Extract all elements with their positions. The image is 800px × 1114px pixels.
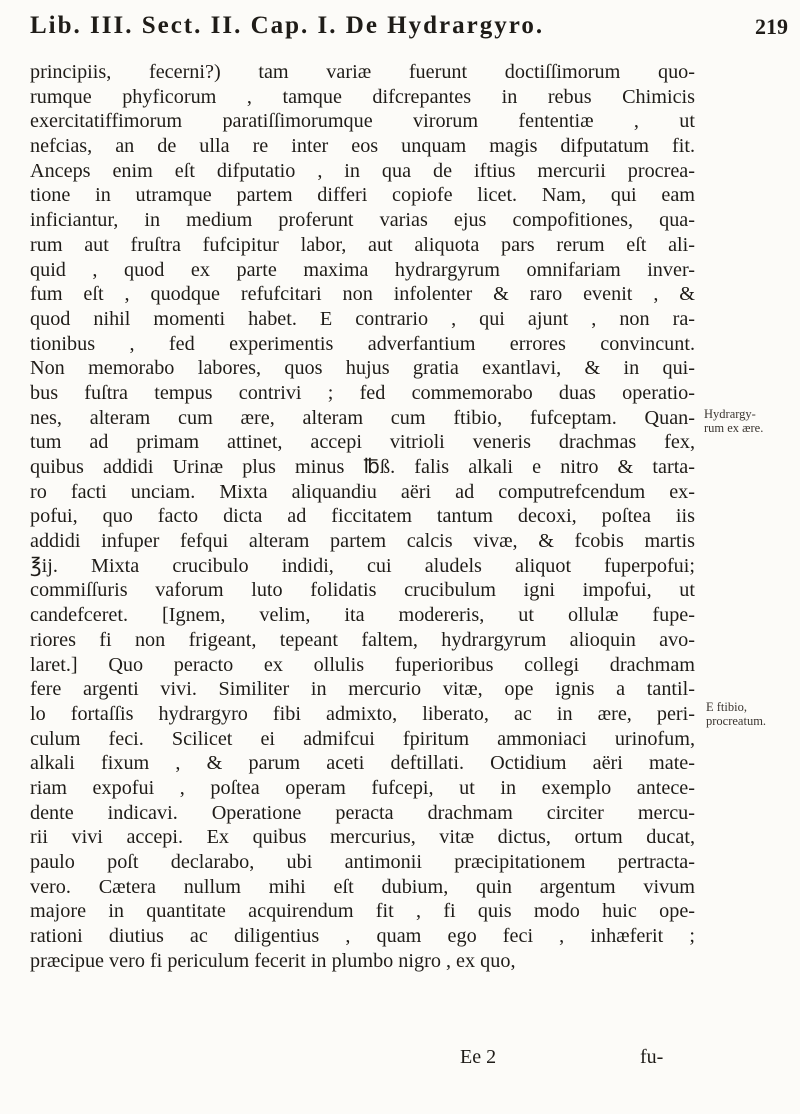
text-line: ro facti unciam. Mixta aliquandiu aëri ad computrefcendum ex- <box>30 480 695 503</box>
text-line: addidi infuper fefqui alteram partem calcis vivæ, & fcobis martis <box>30 530 695 553</box>
text-line: Non memorabo labores, quos hujus gratia exantlavi, & in qui- <box>30 357 695 380</box>
text-line: riam expofui , poſtea operam fufcepi, ut in exemplo antece- <box>30 776 695 799</box>
margin-note-line: rum ex ære. <box>704 421 764 435</box>
text-line: culum feci. Scilicet ei admifcui fpiritum ammoniaci urinofum, <box>30 727 695 750</box>
text-line: fum eſt , quodque refufcitari non infolenter & raro evenit , & <box>30 283 695 306</box>
running-head <box>30 12 800 52</box>
text-line: rationi diutius ac diligentius , quam ego feci , inhæferit ; <box>30 925 695 948</box>
text-line: pofui, quo facto dicta ad ficcitatem tantum decoxi, poſtea iis <box>30 505 695 528</box>
text-line: commiſſuris vaforum luto folidatis crucibulum igni impofui, ut <box>30 579 695 602</box>
text-line: tionibus , fed experimentis adverfantium errores convincunt. <box>30 332 695 355</box>
running-head-title: Lib. III. Sect. II. Cap. I. De Hydrargyro. <box>30 12 545 39</box>
text-line: riores fi non frigeant, tepeant faltem, hydrargyrum alioquin avo- <box>30 628 695 651</box>
text-line: alkali fixum , & parum aceti deftillati. Octidium aëri mate- <box>30 752 695 775</box>
text-line: laret.] Quo peracto ex ollulis fuperioribus collegi drachmam <box>30 653 695 676</box>
text-line: paulo poſt declarabo, ubi antimonii præcipitationem pertracta- <box>30 851 695 873</box>
text-line: vero. Cætera nullum mihi eſt dubium, quin argentum vivum <box>30 875 695 898</box>
text-line: dente indicavi. Operatione peracta drachmam circiter mercu- <box>30 801 695 824</box>
signature-mark: Ee 2 <box>460 1046 497 1068</box>
text-line: exercitatiffimorum paratiſſimorumque virorum fententiæ , ut <box>30 110 695 133</box>
text-line: Anceps enim eſt difputatio , in qua de iftius mercurii procrea- <box>30 159 695 182</box>
text-line: nefcias, an de ulla re inter eos unquam magis difputatum fit. <box>30 135 695 158</box>
catchword: fu- <box>640 1046 664 1068</box>
text-line: fere argenti vivi. Similiter in mercurio vitæ, ope ignis a tantil- <box>30 678 695 701</box>
text-line: ℥ij. Mixta crucibulo indidi, cui aludels aliquot fuperpofui; <box>30 554 695 577</box>
text-line: nes, alteram cum ære, alteram cum ftibio, fufceptam. Quan- <box>30 406 695 429</box>
text-line: candefceret. [Ignem, velim, ita modereris, ut ollulæ fupe- <box>30 604 695 627</box>
margin-note-hydrargyrum-ex-aere <box>704 407 763 435</box>
page-number: 219 <box>755 14 788 39</box>
text-line: rum aut fruſtra fufcipitur labor, aut aliquota pars rerum eſt ali- <box>30 233 695 256</box>
margin-note-line: Hydrargy- <box>704 407 756 421</box>
text-line: tum ad primam attinet, accepi vitrioli veneris drachmas fex, <box>30 431 695 454</box>
text-line: quod nihil momenti habet. E contrario , qui ajunt , non ra- <box>30 307 695 330</box>
text-line: tione in utramque partem differi copiofe licet. Nam, qui eam <box>30 184 695 207</box>
body-text <box>30 60 695 973</box>
text-line: præcipue vero fi periculum fecerit in plumbo nigro , ex quo, <box>30 949 516 972</box>
text-line: rii vivi accepi. Ex quibus mercurius, vitæ dictus, ortum ducat, <box>30 826 695 849</box>
text-line: quibus addidi Urinæ plus minus ℔ß. falis alkali e nitro & tarta- <box>30 456 695 478</box>
text-line: principiis, fecerni?) tam variæ fuerunt doctiſſimorum quo- <box>30 61 695 83</box>
text-line: inficiantur, in medium proferunt varias ejus compofitiones, qua- <box>30 209 695 232</box>
text-line: lo fortaſſis hydrargyro fibi admixto, liberato, ac in ære, peri- <box>30 702 695 725</box>
margin-note-line: procreatum. <box>706 714 767 728</box>
text-line: majore in quantitate acquirendum fit , fi quis modo huic ope- <box>30 900 695 923</box>
text-line: quid , quod ex parte maxima hydrargyrum omnifariam inver- <box>30 258 695 281</box>
margin-note-e-stibio <box>706 700 766 728</box>
text-line: rumque phyficorum , tamque difcrepantes in rebus Chimicis <box>30 85 695 108</box>
text-line: bus fuſtra tempus contrivi ; fed commemorabo duas operatio- <box>30 381 695 404</box>
margin-note-line: E ftibio, <box>706 700 747 714</box>
